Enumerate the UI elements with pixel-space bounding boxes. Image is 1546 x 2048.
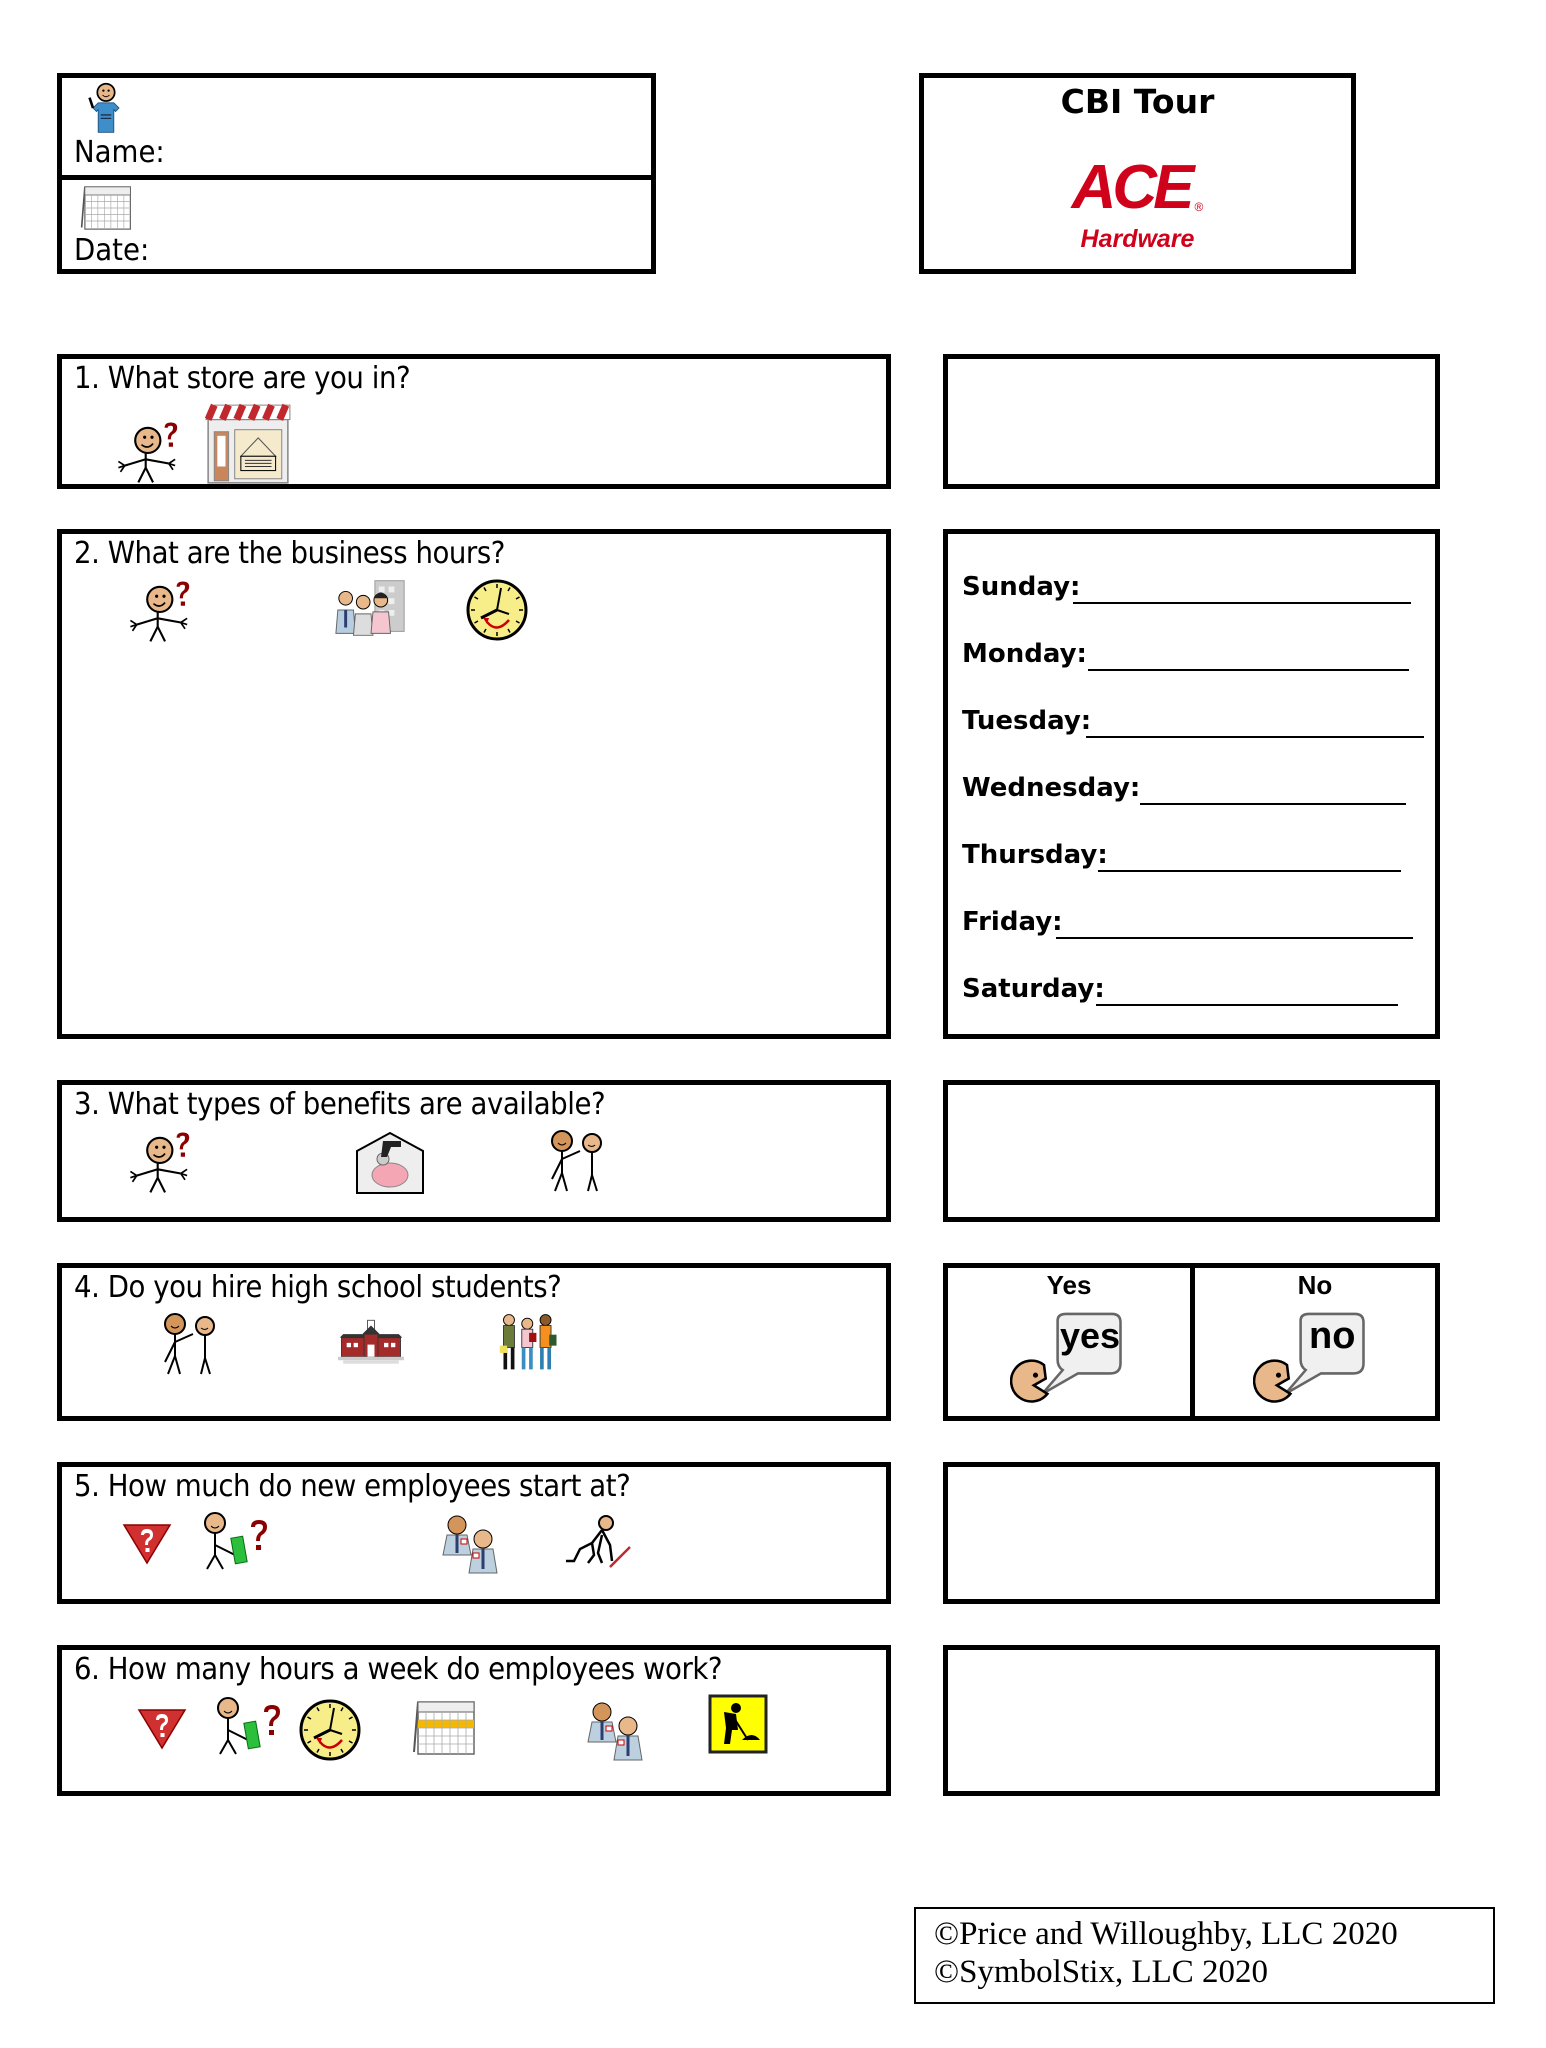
calendar-week-icon [412, 1700, 476, 1756]
employees-icon [439, 1511, 503, 1575]
people-talking-icon [542, 1129, 622, 1193]
question-person-icon [122, 580, 206, 644]
logo-registered: ® [1194, 200, 1204, 214]
yes-label: Yes [1046, 1270, 1092, 1300]
no-option[interactable] [1195, 1268, 1435, 1416]
question-4-box [57, 1263, 891, 1421]
store-closed-icon [202, 403, 294, 485]
day-friday-input[interactable] [1056, 937, 1413, 939]
hours-answer-box [943, 529, 1440, 1039]
day-saturday-label: Saturday: [962, 974, 1105, 1004]
person-money-question-icon [210, 1696, 284, 1760]
question-3-text: 3. What types of benefits are available? [74, 1087, 606, 1122]
day-tuesday-input[interactable] [1086, 736, 1424, 738]
runner-start-icon [562, 1515, 632, 1569]
question-2-text: 2. What are the business hours? [74, 536, 505, 571]
logo-brand: ACE [1071, 153, 1191, 222]
answer-3-box[interactable] [943, 1080, 1440, 1222]
copyright-line-2: ©SymbolStix, LLC 2020 [934, 1954, 1269, 1990]
page-title: CBI Tour [1060, 82, 1215, 121]
clock-icon [465, 578, 529, 642]
answer-5-box[interactable] [943, 1462, 1440, 1604]
question-triangle-icon [137, 1706, 187, 1750]
day-wednesday-label: Wednesday: [962, 773, 1141, 803]
question-4-text: 4. Do you hire high school students? [74, 1270, 562, 1305]
copyright-line-1: ©Price and Willoughby, LLC 2020 [934, 1916, 1398, 1952]
day-friday-label: Friday: [962, 907, 1063, 937]
ace-hardware-logo [924, 153, 1351, 266]
no-bubble-text: no [1309, 1315, 1356, 1357]
employees-icon [584, 1698, 648, 1762]
day-tuesday-label: Tuesday: [962, 706, 1092, 736]
logo-sub: Hardware [1080, 225, 1195, 253]
business-people-icon [332, 576, 410, 640]
answer-6-box[interactable] [943, 1645, 1440, 1796]
day-monday-label: Monday: [962, 639, 1087, 669]
question-1-text: 1. What store are you in? [74, 361, 411, 396]
name-person-icon [84, 82, 128, 134]
name-date-box [57, 73, 656, 274]
title-box [919, 73, 1356, 274]
day-wednesday-input[interactable] [1140, 803, 1406, 805]
worker-sign-icon [708, 1694, 768, 1754]
person-money-question-icon [197, 1511, 271, 1575]
question-5-box [57, 1462, 891, 1604]
date-field[interactable] [62, 180, 651, 269]
question-3-box [57, 1080, 891, 1222]
piggy-bank-savings-icon [353, 1131, 427, 1195]
question-person-icon [122, 1131, 206, 1195]
yes-no-answer-box [943, 1263, 1440, 1421]
no-label: No [1297, 1270, 1333, 1300]
copyright-footer [914, 1907, 1495, 2004]
name-label: Name: [74, 135, 165, 170]
day-sunday-input[interactable] [1073, 602, 1411, 604]
question-6-box [57, 1645, 891, 1796]
day-saturday-input[interactable] [1096, 1004, 1398, 1006]
students-icon [498, 1312, 562, 1372]
day-monday-input[interactable] [1088, 669, 1409, 671]
question-5-text: 5. How much do new employees start at? [74, 1469, 631, 1504]
yes-bubble-text: yes [1060, 1315, 1121, 1356]
day-thursday-input[interactable] [1098, 870, 1401, 872]
day-sunday-label: Sunday: [962, 572, 1081, 602]
answer-1-box[interactable] [943, 354, 1440, 489]
people-talking-icon [155, 1312, 235, 1376]
date-label: Date: [74, 233, 150, 268]
question-2-box [57, 529, 891, 1039]
question-triangle-icon [122, 1521, 172, 1565]
school-building-icon [338, 1318, 404, 1366]
logo-brand-row [924, 153, 1351, 222]
yes-option[interactable] [948, 1268, 1195, 1416]
clock-icon [298, 1698, 362, 1762]
name-field[interactable] [62, 78, 651, 180]
question-person-icon [110, 421, 194, 485]
question-6-text: 6. How many hours a week do employees work? [74, 1652, 723, 1687]
calendar-icon [80, 184, 132, 232]
question-1-box [57, 354, 891, 489]
day-thursday-label: Thursday: [962, 840, 1108, 870]
